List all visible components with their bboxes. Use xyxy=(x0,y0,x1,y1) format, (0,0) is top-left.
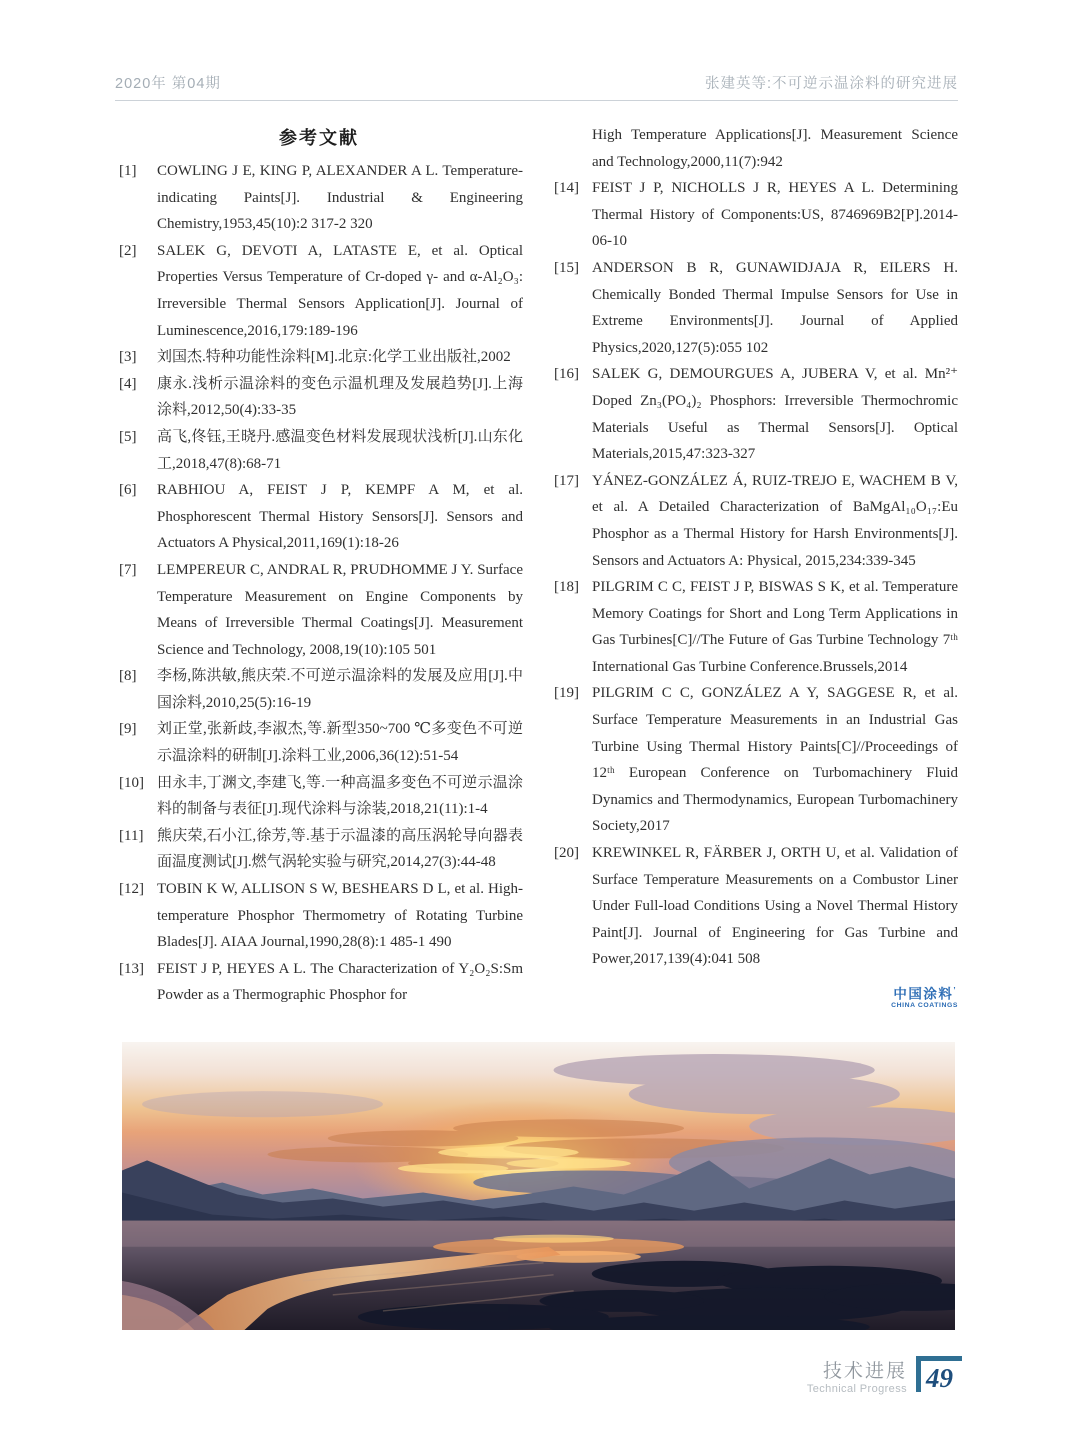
reference-text: COWLING J E, KING P, ALEXANDER A L. Temperature-indicating Paints[J]. Industrial & Engineering Chemistry,1953,45(10):2 317-2 320 xyxy=(157,163,523,233)
reference-number: [10] xyxy=(119,774,144,791)
trademark-mark: ’ xyxy=(953,986,956,996)
reference-number: [3] xyxy=(119,349,137,366)
reference-text: FEIST J P, HEYES A L. The Characterization of Y₂O₂S:Sm Powder as a Thermographic Phosphor for xyxy=(157,960,523,1004)
reference-item-18 xyxy=(550,574,958,680)
footer-section-chinese: 技术进展 xyxy=(822,1361,907,1382)
reference-text: 李杨,陈洪敏,熊庆荣.不可逆示温涂料的发展及应用[J].中国涂料,2010,25(5):16-19 xyxy=(157,668,523,711)
reference-text: LEMPEREUR C, ANDRAL R, PRUDHOMME J Y. Surface Temperature Measurement on Engine Components by Means of Irreversible Thermal Coatings[J]. Measurement Science and Technology, 2008,19(10):105 501 xyxy=(157,561,523,658)
reference-item-19 xyxy=(550,680,958,840)
reference-item-17 xyxy=(550,468,958,574)
reference-text: 田永丰,丁渊文,李建飞,等.一种高温多变色不可逆示温涂料的制备与表征[J].现代涂料与涂装,2018,21(11):1-4 xyxy=(157,774,523,818)
reference-text: 熊庆荣,石小江,徐芳,等.基于示温漆的高压涡轮导向器表面温度测试[J].燃气涡轮实验与研究,2014,27(3):44-48 xyxy=(157,827,523,871)
reference-number: [4] xyxy=(119,375,137,392)
reference-number: [20] xyxy=(554,845,579,862)
china-coatings-logo xyxy=(891,987,958,1009)
reference-text: High Temperature Applications[J]. Measurement Science and Technology,2000,11(7):942 xyxy=(592,127,958,170)
reference-item-3 xyxy=(115,344,523,371)
reference-number: [19] xyxy=(554,685,579,702)
reference-item-2 xyxy=(115,238,523,344)
reference-number: [18] xyxy=(554,579,579,596)
reference-item-15 xyxy=(550,255,958,361)
reference-item-10 xyxy=(115,770,523,823)
reference-number: [12] xyxy=(119,881,144,898)
header-issue: 2020年 第04期 xyxy=(115,76,221,92)
references-right-column xyxy=(550,120,958,1009)
reference-text: ANDERSON B R, GUNAWIDJAJA R, EILERS H. Chemically Bonded Thermal Impulse Sensors for Use in Extreme Environments[J]. Journal of Applied Physics,2020,127(5):055 102 xyxy=(592,259,958,356)
reference-text: TOBIN K W, ALLISON S W, BESHEARS D L, et al. High-temperature Phosphor Thermometry of Rotating Turbine Blades[J]. AIAA Journal,1990,28(8):1 485-1 490 xyxy=(157,881,523,951)
reference-number: [5] xyxy=(119,428,137,445)
reference-number: [9] xyxy=(119,721,137,738)
page-header xyxy=(115,72,958,93)
reference-item-7 xyxy=(115,557,523,663)
references-left-column xyxy=(115,120,523,1009)
reference-text: 刘正堂,张新歧,李淑杰,等.新型350~700 ℃多变色不可逆示温涂料的研制[J].涂料工业,2006,36(12):51-54 xyxy=(157,721,523,765)
reference-item-5 xyxy=(115,424,523,477)
reference-item-4 xyxy=(115,371,523,424)
footer-section xyxy=(807,1356,907,1396)
reference-text: KREWINKEL R, FÄRBER J, ORTH U, et al. Validation of Surface Temperature Measurements on a Combustor Liner Under Full-load Conditions Using a Novel Thermal History Paint[J]. Journal of Engineering for Gas Turbine and Power,2017,139(4):041 508 xyxy=(592,845,958,968)
page-number-badge xyxy=(916,1356,962,1404)
reference-item-13-continued xyxy=(550,122,958,175)
badge-left-bar xyxy=(916,1356,921,1392)
reference-text: SALEK G, DEMOURGUES A, JUBERA V, et al. Mn²⁺ Doped Zn₃(PO₄)₂ Phosphors: Irreversible Thermochromic Materials Useful as Thermal Sensors[J]. Optical Materials,2015,47:323-327 xyxy=(592,366,958,463)
reference-item-1 xyxy=(115,158,523,238)
reference-text: RABHIOU A, FEIST J P, KEMPF A M, et al. Phosphorescent Thermal History Sensors[J]. Sensors and Actuators A Physical,2011,169(1):18-26 xyxy=(157,482,523,552)
reference-text: SALEK G, DEVOTI A, LATASTE E, et al. Optical Properties Versus Temperature of Cr-doped γ- and α-Al₂O₃: Irreversible Thermal Sensors Application[J]. Journal of Luminescence,2016,179:189-196 xyxy=(157,242,523,339)
reference-number: [11] xyxy=(119,827,144,844)
reference-text: 康永.浅析示温涂料的变色示温机理及发展趋势[J].上海涂料,2012,50(4):33-35 xyxy=(157,375,523,419)
references-section xyxy=(115,120,958,1009)
reference-item-20 xyxy=(550,840,958,973)
sunset-wetland-photo xyxy=(122,1042,955,1330)
reference-number: [15] xyxy=(554,259,579,276)
reference-text: 刘国杰.特种功能性涂料[M].北京:化学工业出版社,2002 xyxy=(157,349,511,366)
reference-text: PILGRIM C C, GONZÁLEZ A Y, SAGGESE R, et al. Surface Temperature Measurements in an Industrial Gas Turbine Using Thermal History Paints[C]//Proceedings of 12ᵗʰ European Conference on Turbomachinery Fluid Dynamics and Thermodynamics, European Turbomachinery Society,2017 xyxy=(592,685,958,835)
reference-item-8 xyxy=(115,663,523,716)
reference-number: [14] xyxy=(554,180,579,197)
reference-number: [6] xyxy=(119,482,137,499)
header-divider xyxy=(115,100,958,101)
reference-text: PILGRIM C C, FEIST J P, BISWAS S K, et al. Temperature Memory Coatings for Short and Long Term Applications in Gas Turbines[C]//The Future of Gas Turbine Technology 7ᵗʰ International Gas Turbine Conference.Brussels,2014 xyxy=(592,579,958,675)
logo-english-text: CHINA COATINGS xyxy=(891,1001,958,1009)
page-footer xyxy=(807,1356,962,1404)
reference-item-9 xyxy=(115,716,523,769)
logo-chinese-text: 中国涂料’ xyxy=(893,986,956,1002)
reference-item-12 xyxy=(115,876,523,956)
footer-section-english: Technical Progress xyxy=(806,1383,907,1395)
references-heading: 参考文献 xyxy=(279,128,359,148)
reference-number: [16] xyxy=(554,366,579,383)
reference-text: FEIST J P, NICHOLLS J R, HEYES A L. Determining Thermal History of Components:US, 8746969B2[P].2014-06-10 xyxy=(592,180,958,250)
reference-item-6 xyxy=(115,477,523,557)
reference-number: [1] xyxy=(119,163,137,179)
reference-number: [7] xyxy=(119,561,137,578)
reference-item-16 xyxy=(550,361,958,467)
reference-number: [2] xyxy=(119,242,137,259)
sunset-photo-graphic xyxy=(122,1042,955,1330)
header-article-title: 张建英等:不可逆示温涂料的研究进展 xyxy=(704,76,958,92)
reference-text: YÁNEZ-GONZÁLEZ Á, RUIZ-TREJO E, WACHEM B V, et al. A Detailed Characterization of BaMgAl₁₀O₁₇:Eu Phosphor as a Thermal History for Harsh Environments[J]. Sensors and Actuators A: Physical, 2015,234:339-345 xyxy=(592,472,958,569)
badge-top-bar xyxy=(916,1356,962,1361)
reference-number: [8] xyxy=(119,668,137,685)
reference-item-13 xyxy=(115,956,523,1009)
reference-item-11 xyxy=(115,823,523,876)
reference-item-14 xyxy=(550,175,958,255)
reference-number: [17] xyxy=(554,472,579,489)
reference-number: [13] xyxy=(119,960,144,977)
reference-text: 高飞,佟钰,王晓丹.感温变色材料发展现状浅析[J].山东化工,2018,47(8):68-71 xyxy=(157,428,523,472)
page-number: 49 xyxy=(926,1363,953,1393)
